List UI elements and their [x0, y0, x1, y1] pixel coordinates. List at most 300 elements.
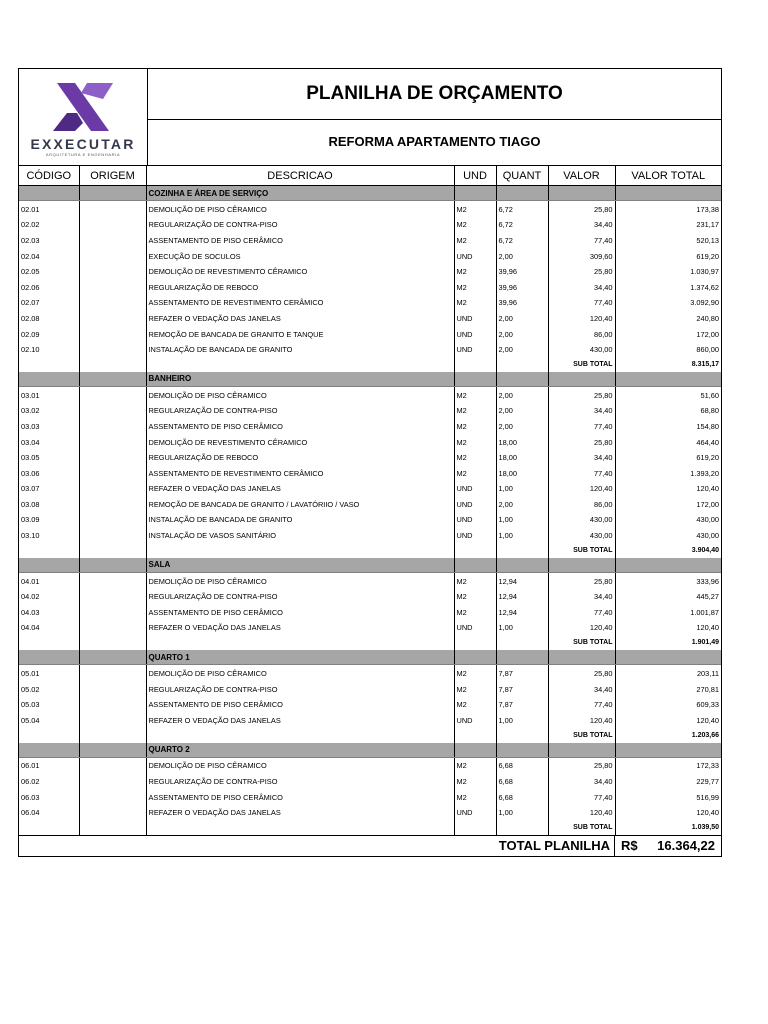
item-total: 860,00 — [696, 345, 719, 355]
item-code: 02.03 — [19, 232, 79, 248]
subtotal-label: SUB TOTAL — [548, 357, 615, 372]
item-unit-price: 430,00 — [548, 512, 615, 528]
budget-table — [19, 166, 721, 835]
table-row — [19, 310, 721, 326]
item-code: 06.04 — [19, 804, 79, 820]
item-origin — [79, 403, 146, 419]
item-quantity: 1,00 — [496, 804, 548, 820]
item-origin — [79, 341, 146, 357]
section-header-row — [19, 372, 721, 387]
item-unit-price: 120,40 — [548, 481, 615, 497]
section-blank-cell — [454, 558, 496, 573]
item-total: 430,00 — [696, 531, 719, 541]
section-origin-cell — [79, 743, 146, 758]
section-blank-cell — [615, 372, 721, 387]
item-total: 1.030,97 — [690, 267, 719, 277]
section-blank-cell — [454, 743, 496, 758]
section-title: QUARTO 1 — [146, 650, 454, 665]
section-blank-cell — [548, 558, 615, 573]
item-unit-price: 430,00 — [548, 527, 615, 543]
item-total: 172,33 — [696, 761, 719, 771]
item-total: 120,40 — [696, 484, 719, 494]
item-quantity: 2,00 — [496, 310, 548, 326]
subtotal-label: SUB TOTAL — [548, 820, 615, 835]
item-origin — [79, 604, 146, 620]
column-header: UND — [454, 166, 496, 186]
section-blank-cell — [454, 650, 496, 665]
item-total: 333,96 — [696, 576, 719, 586]
subtotal-value: 1.901,49 — [691, 639, 719, 647]
item-description: DEMOLIÇÃO DE PISO CÊRAMICO — [146, 201, 454, 217]
section-code-cell — [19, 558, 79, 573]
item-unit: M2 — [454, 434, 496, 450]
item-description: REGULARIZAÇÃO DE CONTRA-PISO — [146, 403, 454, 419]
section-origin-cell — [79, 372, 146, 387]
item-quantity: 1,00 — [496, 512, 548, 528]
section-blank-cell — [615, 186, 721, 201]
subtotal-blank-cell — [79, 728, 146, 743]
item-code: 05.03 — [19, 696, 79, 712]
item-code: 03.06 — [19, 465, 79, 481]
subtotal-value: 1.039,50 — [691, 824, 719, 831]
item-code: 03.09 — [19, 512, 79, 528]
item-description: INSTALAÇÃO DE BANCADA DE GRANITO — [146, 512, 454, 528]
item-description: ASSENTAMENTO DE PISO CERÂMICO — [146, 418, 454, 434]
item-description: DEMOLIÇÃO DE PISO CÊRAMICO — [146, 665, 454, 681]
item-description: REFAZER O VEDAÇÃO DAS JANELAS — [146, 620, 454, 636]
item-description: ASSENTAMENTO DE PISO CERÂMICO — [146, 789, 454, 805]
section-blank-cell — [496, 743, 548, 758]
item-code: 02.07 — [19, 295, 79, 311]
item-unit-price: 25,80 — [548, 201, 615, 217]
item-total: 619,20 — [696, 453, 719, 463]
table-row — [19, 418, 721, 434]
item-origin — [79, 295, 146, 311]
item-quantity: 6,72 — [496, 201, 548, 217]
item-origin — [79, 326, 146, 342]
table-row — [19, 527, 721, 543]
item-unit-price: 309,60 — [548, 248, 615, 264]
item-description: REGULARIZAÇÃO DE REBOCO — [146, 279, 454, 295]
item-quantity: 6,68 — [496, 757, 548, 773]
item-quantity: 2,00 — [496, 418, 548, 434]
item-unit: M2 — [454, 572, 496, 588]
item-total: 1.393,20 — [690, 468, 719, 478]
item-unit: UND — [454, 804, 496, 820]
item-unit-price: 34,40 — [548, 403, 615, 419]
item-unit: M2 — [454, 403, 496, 419]
item-quantity: 1,00 — [496, 527, 548, 543]
subtotal-blank-cell — [19, 357, 79, 372]
item-origin — [79, 572, 146, 588]
item-code: 02.02 — [19, 217, 79, 233]
column-header: DESCRICAO — [146, 166, 454, 186]
subtotal-blank-cell — [496, 543, 548, 558]
item-description: DEMOLIÇÃO DE PISO CÊRAMICO — [146, 757, 454, 773]
company-logo — [19, 69, 148, 165]
item-origin — [79, 465, 146, 481]
item-total: 3.092,90 — [690, 298, 719, 308]
section-blank-cell — [615, 558, 721, 573]
item-description: REMOÇÃO DE BANCADA DE GRANITO E TANQUE — [146, 326, 454, 342]
item-code: 06.03 — [19, 789, 79, 805]
table-row — [19, 465, 721, 481]
item-quantity: 12,94 — [496, 572, 548, 588]
item-description: INSTALAÇÃO DE VASOS SANITÁRIO — [146, 527, 454, 543]
subtotal-blank-cell — [79, 543, 146, 558]
section-code-cell — [19, 186, 79, 201]
section-code-cell — [19, 650, 79, 665]
section-origin-cell — [79, 650, 146, 665]
item-unit: UND — [454, 326, 496, 342]
subtotal-blank-cell — [146, 357, 454, 372]
table-row — [19, 665, 721, 681]
section-code-cell — [19, 743, 79, 758]
item-unit: M2 — [454, 773, 496, 789]
item-code: 03.04 — [19, 434, 79, 450]
table-row — [19, 604, 721, 620]
subtotal-label: SUB TOTAL — [548, 728, 615, 743]
item-quantity: 39,96 — [496, 279, 548, 295]
item-unit: M2 — [454, 279, 496, 295]
item-total: 1.001,87 — [690, 607, 719, 617]
item-total: 516,99 — [696, 792, 719, 802]
item-quantity: 2,00 — [496, 326, 548, 342]
column-header: CÓDIGO — [19, 166, 79, 186]
logo-mark-icon — [53, 83, 113, 131]
item-unit-price: 77,40 — [548, 232, 615, 248]
table-row — [19, 201, 721, 217]
item-origin — [79, 248, 146, 264]
item-origin — [79, 665, 146, 681]
item-description: ASSENTAMENTO DE REVESTIMENTO CERÂMICO — [146, 295, 454, 311]
sheet-title: PLANILHA DE ORÇAMENTO — [148, 69, 721, 120]
subtotal-blank-cell — [454, 635, 496, 650]
item-origin — [79, 418, 146, 434]
subtotal-label: SUB TOTAL — [548, 635, 615, 650]
item-unit: UND — [454, 712, 496, 728]
subtotal-blank-cell — [19, 543, 79, 558]
column-header: QUANT — [496, 166, 548, 186]
item-origin — [79, 310, 146, 326]
table-row — [19, 512, 721, 528]
section-blank-cell — [496, 558, 548, 573]
item-quantity: 12,94 — [496, 604, 548, 620]
item-description: DEMOLIÇÃO DE REVESTIMENTO CÊRAMICO — [146, 263, 454, 279]
section-origin-cell — [79, 186, 146, 201]
section-title: QUARTO 2 — [146, 743, 454, 758]
item-total: 120,40 — [696, 715, 719, 725]
table-row — [19, 496, 721, 512]
item-origin — [79, 496, 146, 512]
item-total: 609,33 — [696, 700, 719, 710]
column-header: VALOR — [548, 166, 615, 186]
item-quantity: 1,00 — [496, 481, 548, 497]
item-unit: M2 — [454, 604, 496, 620]
subtotal-blank-cell — [79, 357, 146, 372]
grand-total-row — [19, 835, 721, 856]
section-blank-cell — [454, 186, 496, 201]
item-total: 120,40 — [696, 623, 719, 633]
table-row — [19, 773, 721, 789]
item-description: REGULARIZAÇÃO DE CONTRA-PISO — [146, 773, 454, 789]
subtotal-blank-cell — [496, 357, 548, 372]
section-code-cell — [19, 372, 79, 387]
item-quantity: 6,72 — [496, 232, 548, 248]
table-row — [19, 572, 721, 588]
item-unit-price: 77,40 — [548, 418, 615, 434]
item-total: 520,13 — [696, 235, 719, 245]
item-unit-price: 34,40 — [548, 588, 615, 604]
table-row — [19, 263, 721, 279]
column-header-row — [19, 166, 721, 186]
section-header-row — [19, 558, 721, 573]
item-description: EXECUÇÃO DE SOCULOS — [146, 248, 454, 264]
item-quantity: 7,87 — [496, 696, 548, 712]
item-code: 04.01 — [19, 572, 79, 588]
item-total: 203,11 — [696, 669, 719, 679]
item-code: 03.05 — [19, 449, 79, 465]
item-description: REMOÇÃO DE BANCADA DE GRANITO / LAVATÓRIIO / VASO — [146, 496, 454, 512]
item-origin — [79, 481, 146, 497]
section-blank-cell — [548, 186, 615, 201]
item-unit-price: 120,40 — [548, 620, 615, 636]
item-code: 03.10 — [19, 527, 79, 543]
item-description: REFAZER O VEDAÇÃO DAS JANELAS — [146, 804, 454, 820]
item-unit-price: 25,80 — [548, 263, 615, 279]
item-code: 04.03 — [19, 604, 79, 620]
subtotal-row — [19, 635, 721, 650]
item-unit-price: 34,40 — [548, 449, 615, 465]
item-total: 120,40 — [696, 808, 719, 818]
item-quantity: 7,87 — [496, 681, 548, 697]
item-origin — [79, 263, 146, 279]
item-unit-price: 77,40 — [548, 789, 615, 805]
item-origin — [79, 279, 146, 295]
budget-sheet — [18, 68, 722, 857]
item-origin — [79, 773, 146, 789]
item-unit: M2 — [454, 232, 496, 248]
item-code: 05.01 — [19, 665, 79, 681]
item-total: 445,27 — [696, 592, 719, 602]
item-code: 03.07 — [19, 481, 79, 497]
item-description: REFAZER O VEDAÇÃO DAS JANELAS — [146, 481, 454, 497]
item-total: 464,40 — [696, 437, 719, 447]
item-origin — [79, 804, 146, 820]
item-origin — [79, 449, 146, 465]
section-blank-cell — [615, 743, 721, 758]
item-origin — [79, 789, 146, 805]
item-unit: UND — [454, 527, 496, 543]
table-row — [19, 403, 721, 419]
section-title: BANHEIRO — [146, 372, 454, 387]
item-total: 240,80 — [696, 313, 719, 323]
item-total: 51,60 — [700, 390, 719, 400]
item-unit: M2 — [454, 263, 496, 279]
item-unit: M2 — [454, 386, 496, 402]
item-unit: M2 — [454, 418, 496, 434]
item-quantity: 2,00 — [496, 341, 548, 357]
currency-symbol: R$ — [621, 838, 638, 853]
item-code: 03.02 — [19, 403, 79, 419]
item-unit-price: 25,80 — [548, 572, 615, 588]
item-origin — [79, 681, 146, 697]
subtotal-blank-cell — [79, 820, 146, 835]
subtotal-blank-cell — [496, 820, 548, 835]
item-code: 06.01 — [19, 757, 79, 773]
item-code: 05.02 — [19, 681, 79, 697]
item-origin — [79, 201, 146, 217]
table-row — [19, 248, 721, 264]
table-row — [19, 434, 721, 450]
table-row — [19, 232, 721, 248]
item-quantity: 12,94 — [496, 588, 548, 604]
section-header-row — [19, 186, 721, 201]
item-description: REGULARIZAÇÃO DE CONTRA-PISO — [146, 217, 454, 233]
table-row — [19, 804, 721, 820]
item-origin — [79, 434, 146, 450]
subtotal-blank-cell — [19, 820, 79, 835]
item-unit-price: 34,40 — [548, 681, 615, 697]
section-blank-cell — [548, 372, 615, 387]
subtotal-row — [19, 543, 721, 558]
item-description: ASSENTAMENTO DE REVESTIMENTO CERÂMICO — [146, 465, 454, 481]
item-quantity: 7,87 — [496, 665, 548, 681]
table-row — [19, 712, 721, 728]
table-row — [19, 681, 721, 697]
item-total: 270,81 — [696, 684, 719, 694]
item-unit: UND — [454, 496, 496, 512]
item-quantity: 18,00 — [496, 434, 548, 450]
item-unit-price: 34,40 — [548, 217, 615, 233]
item-code: 02.06 — [19, 279, 79, 295]
item-unit-price: 120,40 — [548, 712, 615, 728]
item-description: REGULARIZAÇÃO DE CONTRA-PISO — [146, 681, 454, 697]
subtotal-blank-cell — [454, 543, 496, 558]
item-code: 03.03 — [19, 418, 79, 434]
item-total: 68,80 — [700, 406, 719, 416]
table-row — [19, 696, 721, 712]
item-origin — [79, 527, 146, 543]
item-description: REGULARIZAÇÃO DE CONTRA-PISO — [146, 588, 454, 604]
item-unit-price: 120,40 — [548, 804, 615, 820]
item-unit-price: 34,40 — [548, 773, 615, 789]
item-quantity: 18,00 — [496, 465, 548, 481]
subtotal-blank-cell — [146, 728, 454, 743]
item-unit: M2 — [454, 681, 496, 697]
table-row — [19, 449, 721, 465]
item-unit-price: 34,40 — [548, 279, 615, 295]
item-unit: UND — [454, 310, 496, 326]
item-description: REFAZER O VEDAÇÃO DAS JANELAS — [146, 310, 454, 326]
logo-wordmark: EXXECUTAR — [30, 136, 136, 152]
item-description: DEMOLIÇÃO DE PISO CÊRAMICO — [146, 386, 454, 402]
table-row — [19, 757, 721, 773]
item-description: ASSENTAMENTO DE PISO CERÂMICO — [146, 604, 454, 620]
item-unit: M2 — [454, 449, 496, 465]
item-code: 02.08 — [19, 310, 79, 326]
section-blank-cell — [496, 372, 548, 387]
section-blank-cell — [496, 186, 548, 201]
item-code: 05.04 — [19, 712, 79, 728]
item-quantity: 39,96 — [496, 295, 548, 311]
table-row — [19, 341, 721, 357]
item-unit: M2 — [454, 201, 496, 217]
subtotal-row — [19, 820, 721, 835]
table-row — [19, 295, 721, 311]
section-blank-cell — [496, 650, 548, 665]
item-total: 229,77 — [696, 777, 719, 787]
item-origin — [79, 217, 146, 233]
column-header: ORIGEM — [79, 166, 146, 186]
section-header-row — [19, 650, 721, 665]
item-unit: M2 — [454, 665, 496, 681]
item-quantity: 6,68 — [496, 789, 548, 805]
item-code: 02.04 — [19, 248, 79, 264]
item-total: 154,80 — [696, 421, 719, 431]
section-origin-cell — [79, 558, 146, 573]
item-description: INSTALAÇÃO DE BANCADA DE GRANITO — [146, 341, 454, 357]
item-unit-price: 430,00 — [548, 341, 615, 357]
item-origin — [79, 696, 146, 712]
item-origin — [79, 712, 146, 728]
item-unit-price: 25,80 — [548, 386, 615, 402]
item-unit-price: 77,40 — [548, 465, 615, 481]
item-unit-price: 77,40 — [548, 295, 615, 311]
subtotal-blank-cell — [146, 543, 454, 558]
item-unit-price: 25,80 — [548, 665, 615, 681]
item-unit: M2 — [454, 789, 496, 805]
item-unit: UND — [454, 481, 496, 497]
item-description: DEMOLIÇÃO DE PISO CÊRAMICO — [146, 572, 454, 588]
item-origin — [79, 386, 146, 402]
subtotal-blank-cell — [454, 728, 496, 743]
item-quantity: 2,00 — [496, 248, 548, 264]
grand-total-label: TOTAL PLANILHA — [457, 836, 615, 856]
grand-total-value: 16.364,22 — [657, 838, 715, 853]
table-row — [19, 279, 721, 295]
section-title: COZINHA E ÁREA DE SERVIÇO — [146, 186, 454, 201]
item-quantity: 1,00 — [496, 712, 548, 728]
item-quantity: 2,00 — [496, 386, 548, 402]
item-unit: M2 — [454, 696, 496, 712]
item-description: ASSENTAMENTO DE PISO CERÂMICO — [146, 232, 454, 248]
item-total: 172,00 — [696, 329, 719, 339]
item-quantity: 6,72 — [496, 217, 548, 233]
subtotal-blank-cell — [146, 635, 454, 650]
sheet-header — [19, 69, 721, 166]
table-row — [19, 789, 721, 805]
subtotal-value: 8.315,17 — [691, 360, 719, 368]
table-row — [19, 588, 721, 604]
subtotal-row — [19, 728, 721, 743]
item-unit: M2 — [454, 757, 496, 773]
subtotal-blank-cell — [19, 635, 79, 650]
table-row — [19, 217, 721, 233]
item-origin — [79, 757, 146, 773]
item-unit: UND — [454, 341, 496, 357]
item-total: 172,00 — [696, 499, 719, 509]
subtotal-row — [19, 357, 721, 372]
subtotal-blank-cell — [454, 820, 496, 835]
item-unit: M2 — [454, 588, 496, 604]
item-origin — [79, 620, 146, 636]
item-code: 03.08 — [19, 496, 79, 512]
item-total: 1.374,62 — [690, 282, 719, 292]
subtotal-blank-cell — [79, 635, 146, 650]
section-header-row — [19, 743, 721, 758]
item-total: 173,38 — [696, 204, 719, 214]
